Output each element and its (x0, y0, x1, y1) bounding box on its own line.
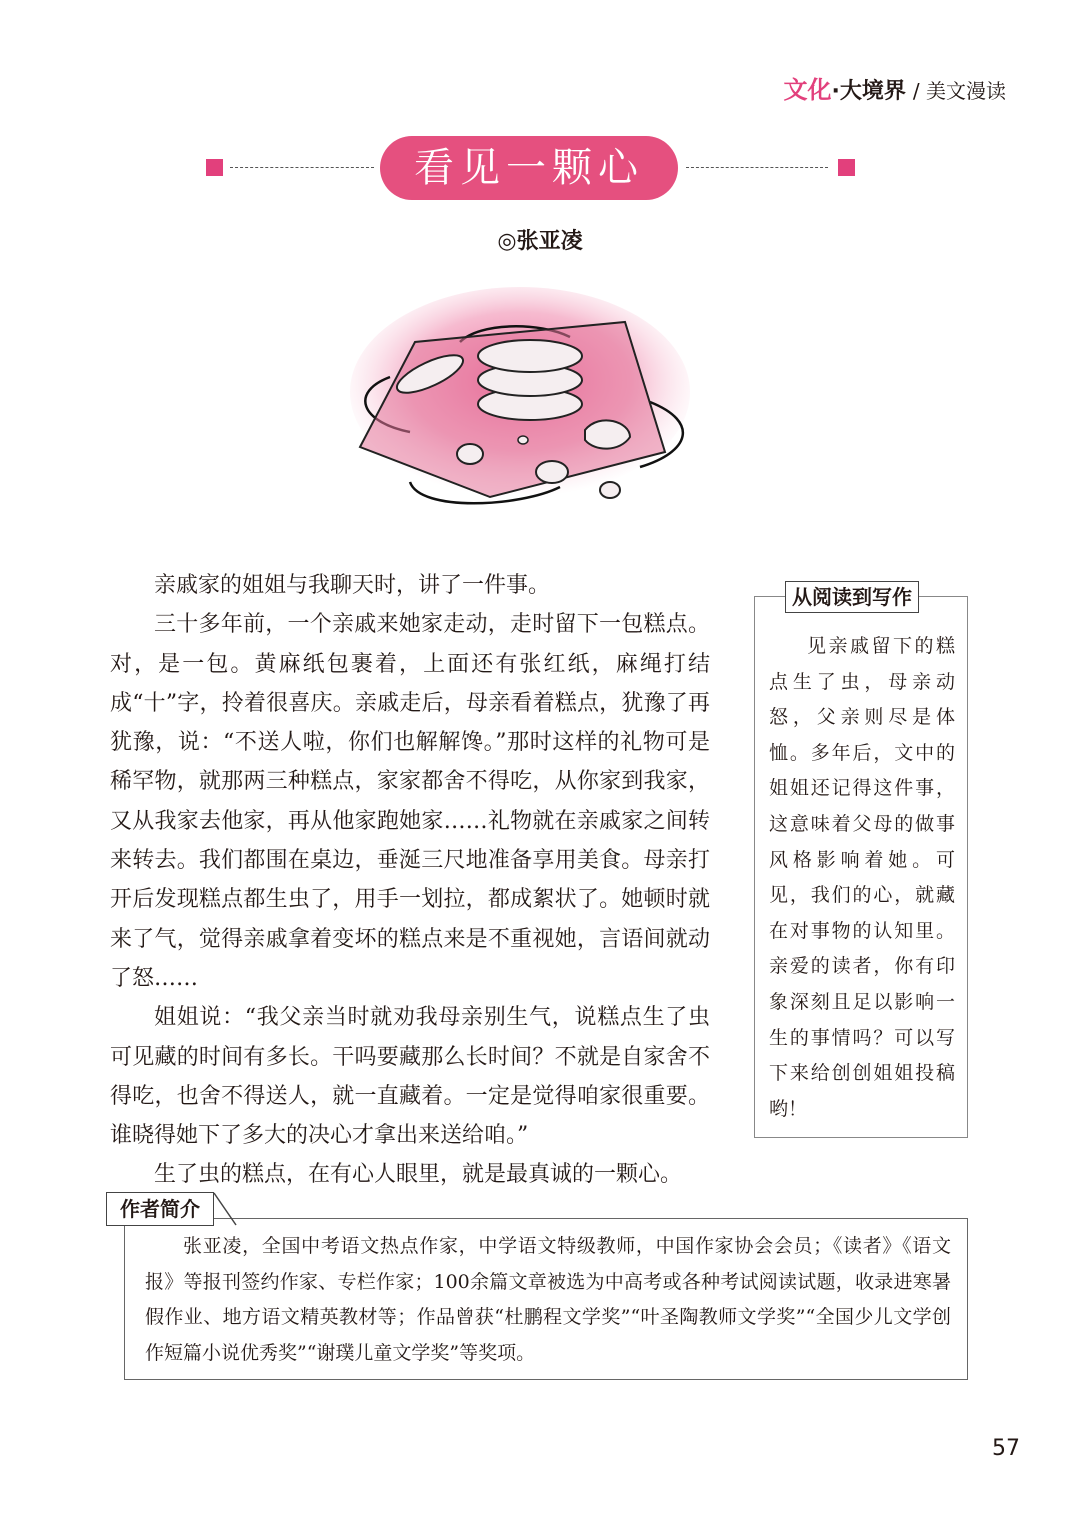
bio-label-slash (212, 1192, 238, 1226)
title-square-left (206, 159, 223, 176)
bio-label: 作者简介 (106, 1192, 214, 1226)
column-name: / 美文漫读 (912, 79, 1006, 103)
author-bio-box (124, 1218, 968, 1380)
cake-top (478, 340, 582, 372)
article-body (110, 566, 710, 1195)
subsection-name: ·大境界 (831, 79, 906, 104)
article-author: ◎张亚凌 (497, 229, 583, 254)
article-paragraph: 三十多年前，一个亲戚来她家走动，走时留下一包糕点。对，是一包。黄麻纸包裹着，上面还有张红纸，麻绳打结成“十”字，拎着很喜庆。亲戚走后，母亲看着糕点，犹豫了再犹豫，说：“不送人啦，你们也解解馋。”那时这样的礼物可是稀罕物，就那两三种糕点，家家都舍不得吃，从你家到我家，又从我家去他家，再从他家跑她家……礼物就在亲戚家之间转来转去。我们都围在桌边，垂涎三尺地准备享用美食。母亲打开后发现糕点都生虫了，用手一划拉，都成絮状了。她顿时就来了气，觉得亲戚拿着变坏的糕点来是不重视她，言语间就动了怒…… (110, 612, 710, 991)
cake-crumb-large (585, 420, 630, 448)
section-name: 文化 (783, 76, 832, 104)
page-number: 57 (992, 1436, 1020, 1461)
title-dashed-line-right (686, 167, 828, 168)
sidebar-label: 从阅读到写作 (785, 581, 919, 613)
bio-text: 张亚凌，全国中考语文热点作家，中学语文特级教师，中国作家协会会员；《读者》《语文报》等报刊签约作家、专栏作家；100余篇文章被选为中高考或各种考试阅读试题，收录进寒暑假作业、地方语文精英教材等；作品曾获“杜鹏程文学奖”“叶圣陶教师文学奖”“全国少儿文学创作短篇小说优秀奖”“谢璞儿童文学奖”等奖项。 (145, 1235, 951, 1364)
pastry-illustration (320, 282, 700, 522)
cake-crumb (536, 461, 568, 483)
reading-to-writing-box (754, 585, 968, 1138)
title-dashed-line-left (230, 167, 374, 168)
cake-crumb (600, 482, 620, 498)
article-paragraph: 亲戚家的姐姐与我聊天时，讲了一件事。 (154, 573, 551, 598)
cake-crumb (457, 444, 483, 464)
sidebar-text: 见亲戚留下的糕点生了虫，母亲动怒，父亲则尽是体恤。多年后，文中的姐姐还记得这件事，这意味着父母的做事风格影响着她。可见，我们的心，就藏在对事物的认知里。亲爱的读者，你有印象深刻且足以影响一生的事情吗？可以写下来给创创姐姐投稿哟！ (769, 635, 955, 1120)
article-paragraph: 姐姐说：“我父亲当时就劝我母亲别生气，说糕点生了虫可见藏的时间有多长。干吗要藏那么长时间？不就是自家舍不得吃，也舍不得送人，就一直藏着。一定是觉得咱家很重要。谁晓得她下了多大的决心才拿出来送给咱。” (110, 1005, 710, 1149)
title-banner (0, 132, 1080, 204)
title-square-right (838, 159, 855, 176)
article-title: 看见一颗心 (380, 136, 678, 200)
column-header (784, 70, 1006, 105)
article-paragraph: 生了虫的糕点，在有心人眼里，就是最真诚的一颗心。 (154, 1162, 683, 1188)
cake-crumb (518, 436, 528, 444)
